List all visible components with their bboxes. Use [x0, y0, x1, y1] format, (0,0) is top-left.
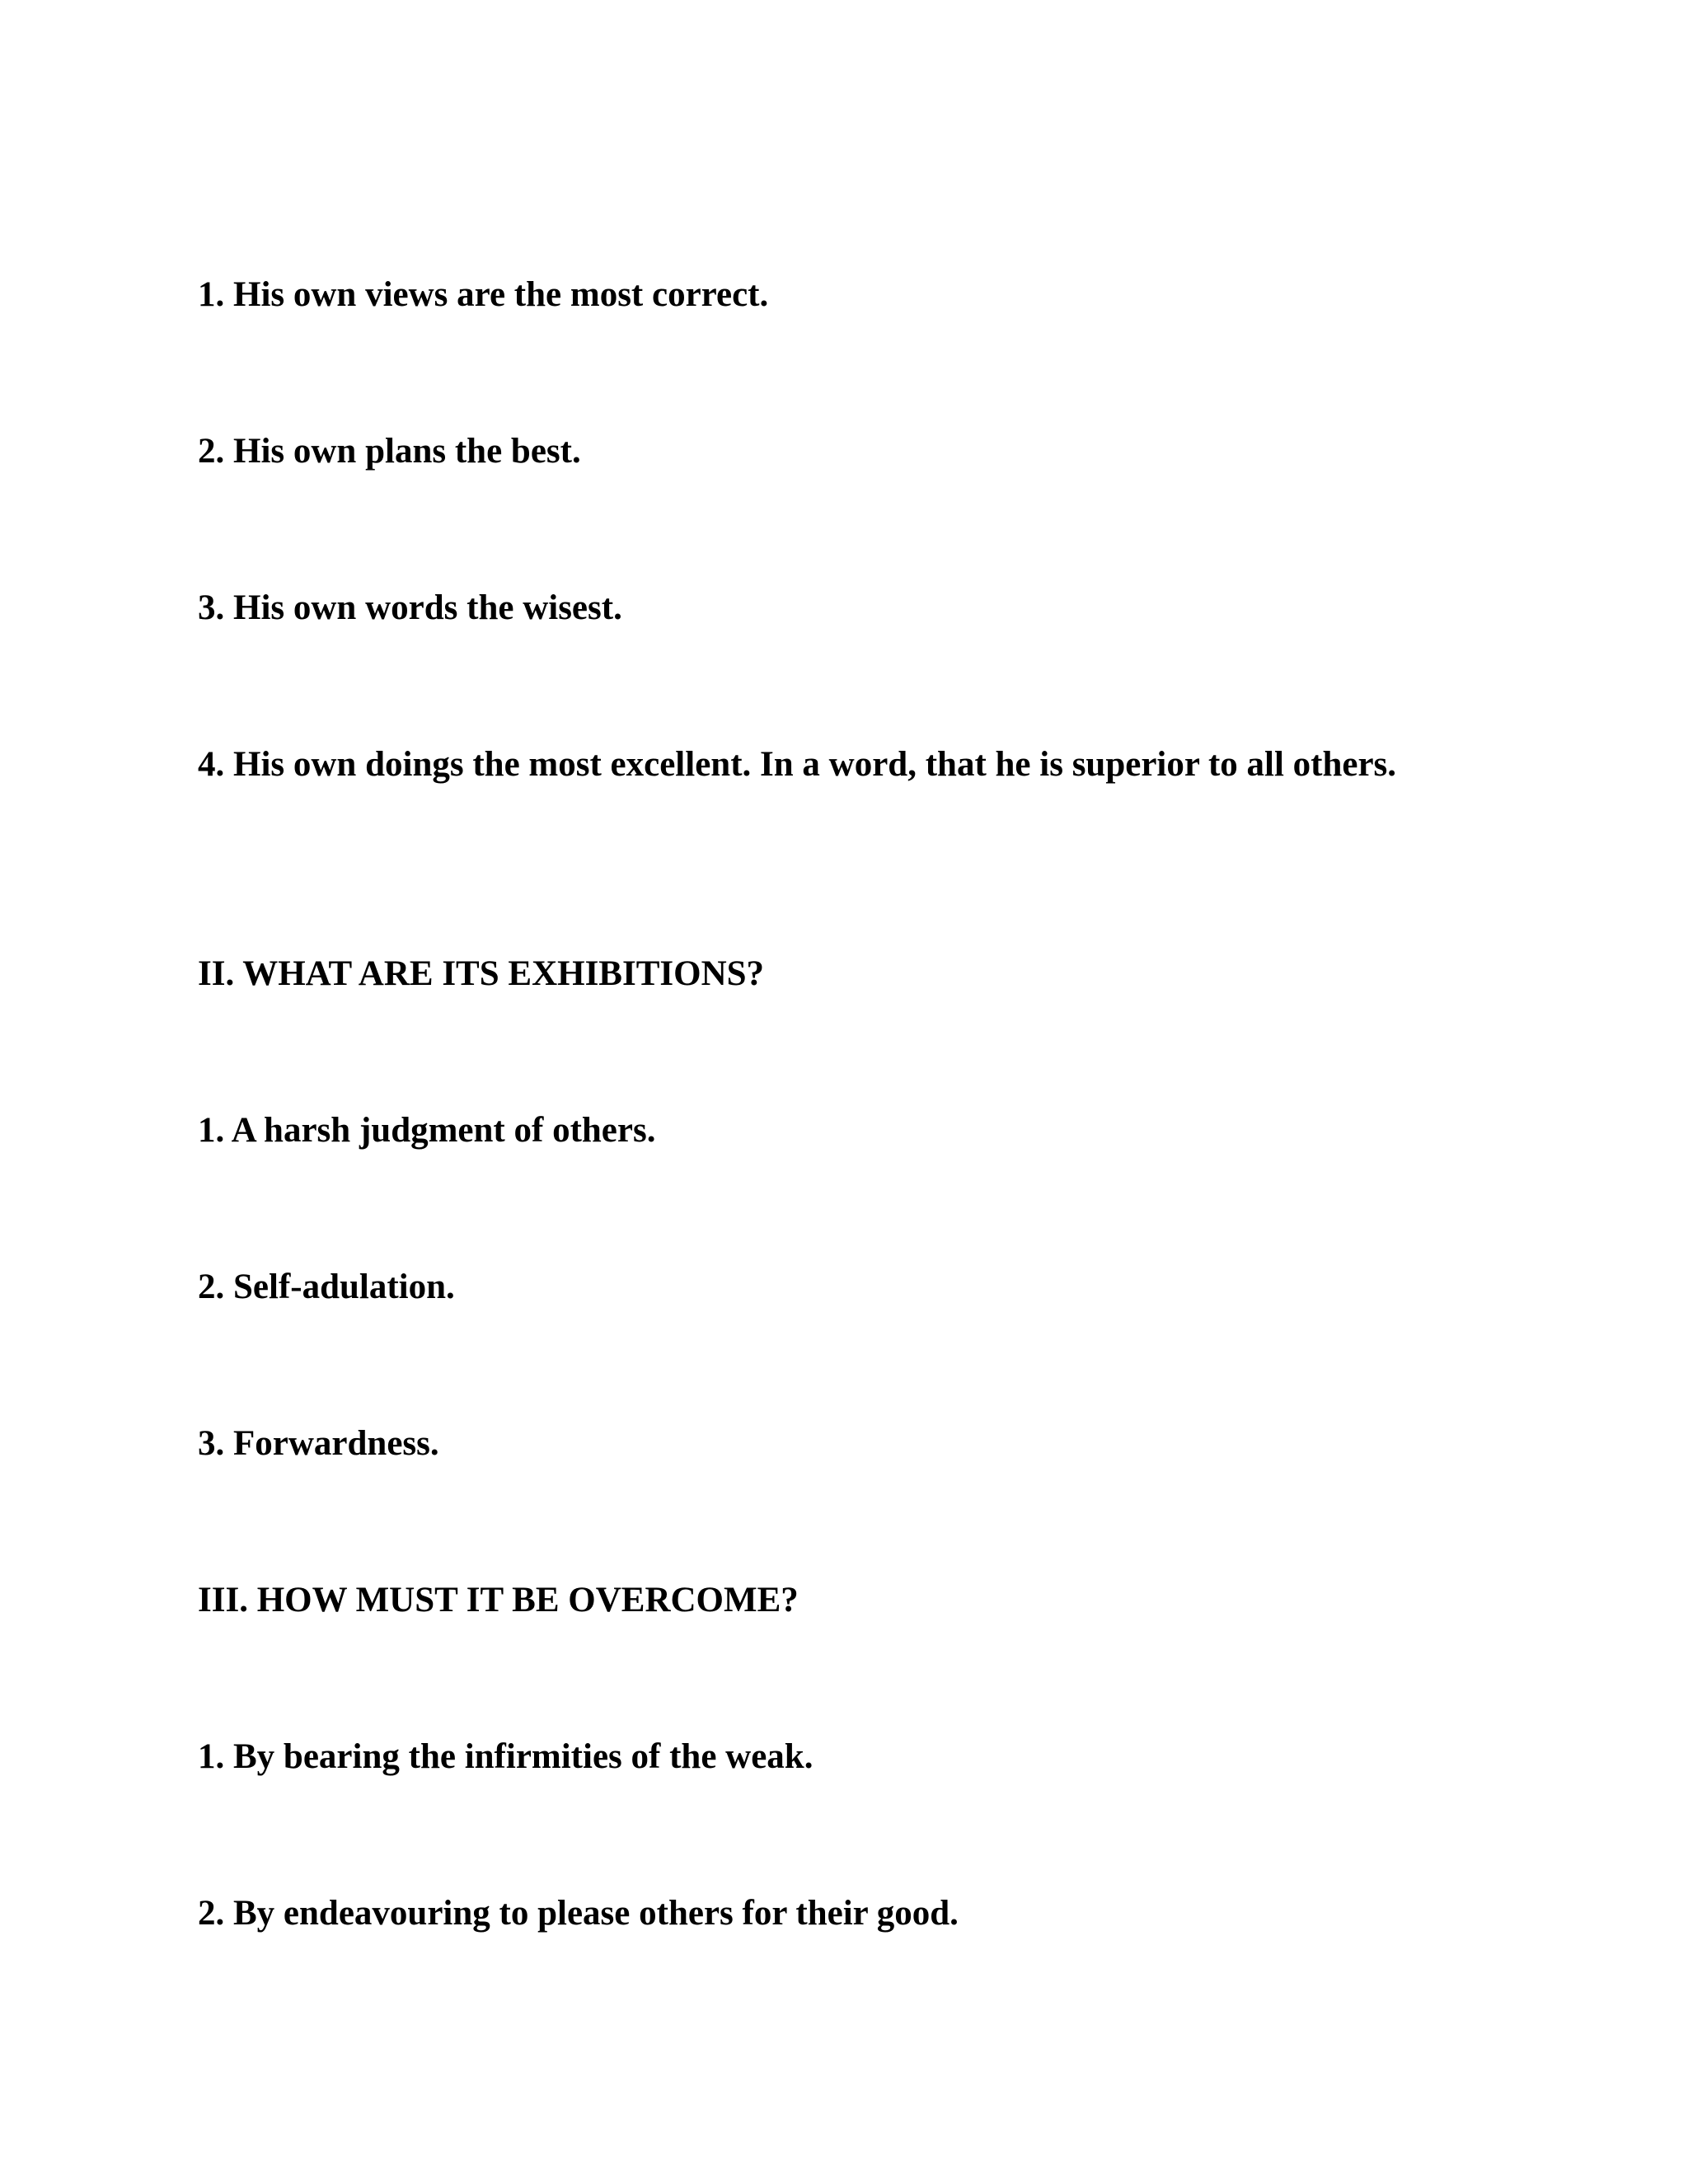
- list-item: 1. His own views are the most correct.: [198, 275, 769, 314]
- list-item: 2. By endeavouring to please others for their good.: [198, 1894, 959, 1933]
- list-item: 3. Forwardness.: [198, 1424, 439, 1463]
- list-item: 2. His own plans the best.: [198, 432, 581, 471]
- section-heading: II. WHAT ARE ITS EXHIBITIONS?: [198, 954, 765, 993]
- list-item: 4. His own doings the most excellent. In a word, that he is superior to all others.: [198, 745, 1397, 784]
- section-heading: III. HOW MUST IT BE OVERCOME?: [198, 1581, 799, 1619]
- list-item: 2. Self-adulation.: [198, 1268, 455, 1306]
- list-item: 1. A harsh judgment of others.: [198, 1111, 656, 1150]
- list-item: 3. His own words the wisest.: [198, 588, 622, 627]
- list-item: 1. By bearing the infirmities of the weak.: [198, 1737, 814, 1776]
